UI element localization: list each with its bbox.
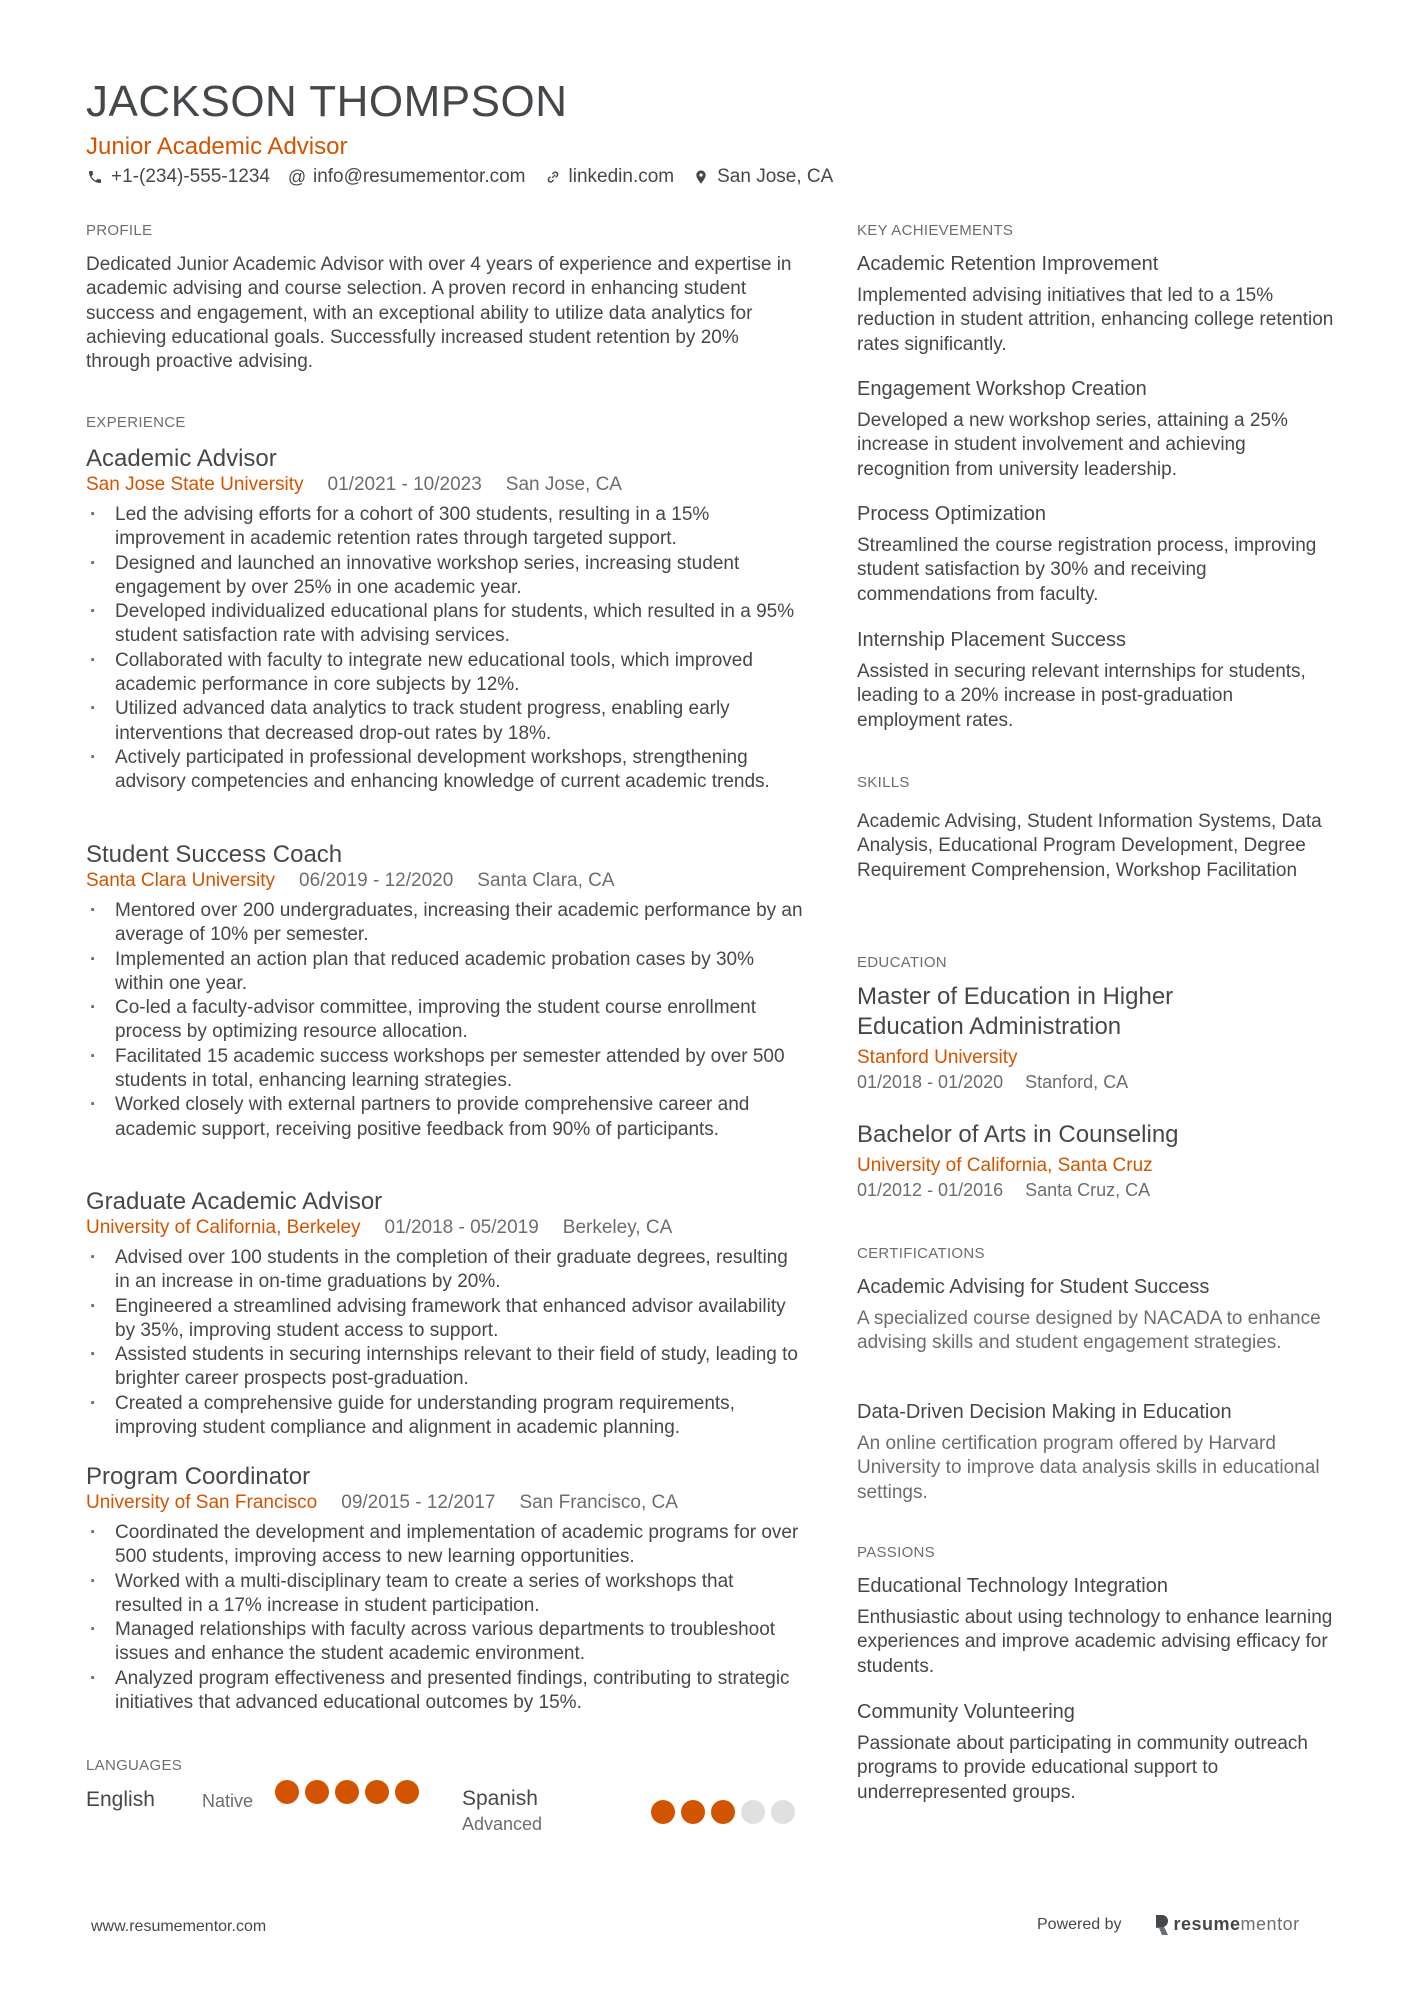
rating-dot-filled [711,1800,735,1824]
job-title: Graduate Academic Advisor [86,1188,383,1215]
job-company: University of San Francisco [86,1492,318,1513]
skills-list: Academic Advising, Student Information Systems, Data Analysis, Educational Program Development, Degree Requirement Comprehension, Workshop Facilitation [857,811,1322,881]
contact-linkedin-text: linkedin.com [568,166,675,187]
education-dates: 01/2018 - 01/2020 [857,1072,1004,1092]
language-rating [651,1800,801,1824]
education-degree: Master of Education in Higher Education Administration [857,983,1174,1040]
job-bullet: · Mentored over 200 undergraduates, increasing their academic performance by an average of 10% per semester. [86,899,806,948]
contact-location-text: San Jose, CA [717,166,834,187]
certification-title: Data-Driven Decision Making in Education [857,1401,1232,1423]
rating-dot-filled [681,1800,705,1824]
language-rating [275,1780,425,1804]
passion-item [857,1700,1337,1805]
rating-dot-filled [395,1780,419,1804]
job-bullet: · Developed individualized educational plans for students, which resulted in a 95% student satisfaction rate with advising services. [86,600,806,649]
job-bullet: · Engineered a streamlined advising framework that enhanced advisor availability by 35%, improving student access to support. [86,1295,806,1344]
job-location: San Jose, CA [505,474,622,495]
experience-entry [86,841,806,1142]
education-location: Santa Cruz, CA [1025,1180,1151,1200]
certification-item [857,1400,1337,1505]
language-level: Advanced [462,1814,543,1834]
achievement-title: Engagement Workshop Creation [857,378,1147,400]
section-label-languages: LANGUAGES [86,1757,183,1774]
location-pin-icon [692,168,710,186]
certification-item [857,1275,1337,1356]
section-label-certifications: CERTIFICATIONS [857,1245,985,1262]
candidate-title: Junior Academic Advisor [86,133,348,160]
job-company: University of California, Berkeley [86,1217,361,1238]
job-bullet: · Worked with a multi-disciplinary team to create a series of workshops that resulted in a 17% increase in student participation. [86,1570,806,1619]
contact-linkedin[interactable] [544,165,675,189]
education-meta [857,1070,1257,1094]
rating-dot-empty [741,1800,765,1824]
achievement-item [857,628,1337,733]
job-bullets [86,1246,806,1440]
job-location: Berkeley, CA [562,1217,673,1238]
contact-location [692,165,833,189]
rating-dot-filled [275,1780,299,1804]
section-label-skills: SKILLS [857,774,910,791]
job-bullet: · Actively participated in professional development workshops, strengthening advisory competencies and enhancing knowledge of current academic trends. [86,746,806,795]
job-bullet: · Implemented an action plan that reduced academic probation cases by 30% within one year. [86,948,806,997]
language-name: Spanish [462,1787,538,1810]
job-dates: 09/2015 - 12/2017 [341,1492,496,1513]
job-bullet: · Analyzed program effectiveness and presented findings, contributing to strategic initiatives that advanced educational outcomes by 15%. [86,1667,806,1716]
job-meta [86,473,806,497]
job-bullet: · Coordinated the development and implementation of academic programs for over 500 students, improving access to new learning opportunities. [86,1521,806,1570]
job-bullets [86,503,806,795]
job-bullet: · Managed relationships with faculty across various departments to troubleshoot issues and enhance the student academic environment. [86,1618,806,1667]
section-label-passions: PASSIONS [857,1544,935,1561]
job-bullet: · Utilized advanced data analytics to track student progress, enabling early interventions that decreased drop-out rates by 18%. [86,697,806,746]
achievement-desc: Assisted in securing relevant internships for students, leading to a 20% increase in post-graduation employment rates. [857,661,1306,731]
education-school: Stanford University [857,1047,1018,1068]
education-item [857,1120,1277,1202]
job-bullet: · Facilitated 15 academic success workshops per semester attended by over 500 students in total, enhancing learning strategies. [86,1045,806,1094]
rating-dot-filled [651,1800,675,1824]
contact-email-text: info@resumementor.com [312,166,526,187]
job-meta [86,1216,806,1240]
profile-summary: Dedicated Junior Academic Advisor with over 4 years of experience and expertise in academic advising and course selection. A proven record in enhancing student success and engagement, with an exceptional ability to utilize data analytics for achieving educational goals. Successfully increased student retention by 20% through proactive advising. [86,254,792,373]
passion-title: Community Volunteering [857,1701,1075,1723]
section-label-experience: EXPERIENCE [86,414,186,431]
job-title: Student Success Coach [86,841,343,868]
passion-item [857,1574,1337,1679]
language-name: English [86,1788,155,1811]
achievement-title: Internship Placement Success [857,629,1127,651]
job-company: Santa Clara University [86,870,276,891]
job-bullet: · Led the advising efforts for a cohort of 300 students, resulting in a 15% improvement in academic retention rates through targeted support. [86,503,806,552]
experience-entry [86,1463,806,1715]
certification-desc: A specialized course designed by NACADA to enhance advising skills and student engagement strategies. [857,1308,1321,1354]
contact-email[interactable] [288,165,526,189]
achievement-desc: Streamlined the course registration process, improving student satisfaction by 30% and receiving commendations from faculty. [857,535,1317,605]
rating-dot-filled [335,1780,359,1804]
rating-dot-filled [305,1780,329,1804]
job-dates: 06/2019 - 12/2020 [299,870,454,891]
job-bullets [86,899,806,1142]
rating-dot-filled [365,1780,389,1804]
achievement-item [857,252,1337,357]
job-meta [86,869,806,893]
section-label-education: EDUCATION [857,954,947,971]
job-meta [86,1491,806,1515]
achievement-title: Academic Retention Improvement [857,253,1159,275]
certification-desc: An online certification program offered by Harvard University to improve data analysis skills in educational settings. [857,1433,1320,1503]
job-dates: 01/2018 - 05/2019 [384,1217,539,1238]
education-dates: 01/2012 - 01/2016 [857,1180,1004,1200]
footer-branding [1037,1914,1300,1935]
passion-desc: Passionate about participating in community outreach programs to provide educational support to underrepresented groups. [857,1733,1308,1803]
resumementor-logo[interactable] [1154,1914,1300,1935]
job-bullet: · Assisted students in securing internships relevant to their field of study, leading to brighter career prospects post-graduation. [86,1343,806,1392]
resumementor-logo-icon [1154,1915,1168,1935]
education-school: University of California, Santa Cruz [857,1155,1153,1176]
achievement-desc: Implemented advising initiatives that led to a 15% reduction in student attrition, enhancing college retention rates significantly. [857,285,1334,355]
job-bullet: · Created a comprehensive guide for understanding program requirements, improving student compliance and alignment in academic planning. [86,1392,806,1441]
passion-desc: Enthusiastic about using technology to enhance learning experiences and improve academic advising efficacy for students. [857,1607,1333,1677]
job-location: San Francisco, CA [519,1492,678,1513]
logo-text-bold: resume [1173,1914,1241,1934]
logo-text-light: mentor [1240,1914,1300,1934]
achievement-item [857,502,1337,607]
experience-entry [86,445,806,795]
achievement-title: Process Optimization [857,503,1046,525]
achievement-desc: Developed a new workshop series, attaining a 25% increase in student involvement and achieving recognition from university leadership. [857,410,1288,480]
footer-website-link[interactable]: www.resumementor.com [91,1918,267,1935]
job-bullet: · Designed and launched an innovative workshop series, increasing student engagement by over 25% in one academic year. [86,552,806,601]
education-location: Stanford, CA [1025,1072,1129,1092]
passion-title: Educational Technology Integration [857,1575,1168,1597]
achievement-item [857,377,1337,482]
link-icon [544,168,562,186]
job-title: Program Coordinator [86,1463,311,1490]
job-dates: 01/2021 - 10/2023 [327,474,482,495]
certification-title: Academic Advising for Student Success [857,1276,1210,1298]
job-location: Santa Clara, CA [477,870,615,891]
job-title: Academic Advisor [86,445,277,472]
at-icon: @ [287,167,307,187]
section-label-profile: PROFILE [86,222,153,239]
language-level: Native [202,1791,254,1811]
experience-entry [86,1188,806,1440]
powered-by-label: Powered by [1037,1915,1122,1933]
job-bullet: · Collaborated with faculty to integrate new educational tools, which improved academic performance in core subjects by 12%. [86,649,806,698]
job-company: San Jose State University [86,474,304,495]
candidate-name: JACKSON THOMPSON [86,77,568,126]
education-item [857,982,1257,1094]
education-degree: Bachelor of Arts in Counseling [857,1121,1179,1148]
phone-icon [86,168,104,186]
section-label-key-achievements: KEY ACHIEVEMENTS [857,222,1014,239]
contact-phone[interactable] [86,165,270,189]
job-bullet: · Worked closely with external partners to provide comprehensive career and academic support, receiving positive feedback from 90% of participants. [86,1093,806,1142]
job-bullets [86,1521,806,1715]
job-bullet: · Advised over 100 students in the completion of their graduate degrees, resulting in an increase in on-time graduations by 20%. [86,1246,806,1295]
contact-bar [86,165,851,189]
rating-dot-empty [771,1800,795,1824]
education-meta [857,1178,1277,1202]
job-bullet: · Co-led a faculty-advisor committee, improving the student course enrollment process by optimizing resource allocation. [86,996,806,1045]
contact-phone-text: +1-(234)-555-1234 [111,166,270,187]
